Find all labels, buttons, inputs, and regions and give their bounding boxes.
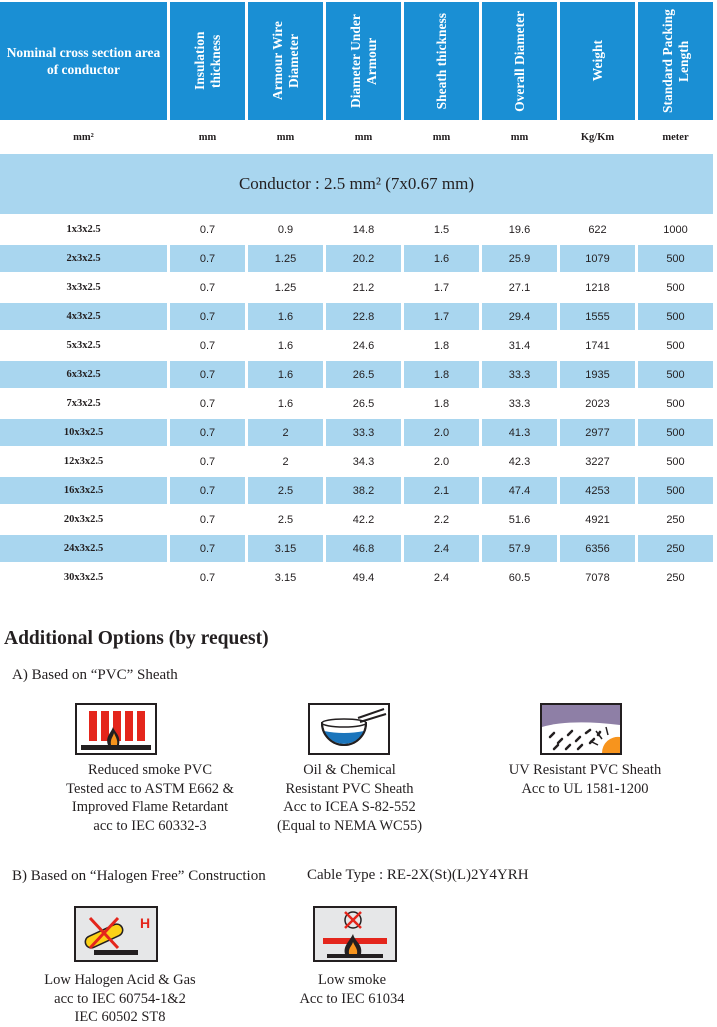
unit-cell: meter <box>638 122 713 152</box>
unit-cell: mm <box>248 122 323 152</box>
table-cell: 1.8 <box>433 339 450 352</box>
table-row <box>0 564 713 591</box>
table-cell: 27.1 <box>508 281 531 294</box>
table-cell: 25.9 <box>482 245 557 272</box>
table-cell: 26.5 <box>326 361 401 388</box>
table-row <box>0 390 713 417</box>
table-cell: 21.2 <box>352 281 375 294</box>
table-cell: 0.7 <box>170 477 245 504</box>
option-low-smoke: Low smoke Acc to IEC 61034 <box>299 972 405 1007</box>
table-cell: 2.5 <box>277 513 294 526</box>
table-cell: 500 <box>666 397 685 410</box>
table-cell: 3.15 <box>274 571 297 584</box>
table-cell: 7078 <box>585 571 610 584</box>
table-row <box>0 535 713 562</box>
table-cell: 2.4 <box>404 535 479 562</box>
table-cell: 0.7 <box>170 361 245 388</box>
cable-size-cell: 12x3x2.5 <box>63 456 104 467</box>
header-insulation: Insulation thickness <box>170 2 245 120</box>
option-uv-resistant: UV Resistant PVC Sheath Acc to UL 1581-1200 <box>508 762 662 797</box>
table-cell: 250 <box>638 535 713 562</box>
table-cell: 2023 <box>585 397 610 410</box>
table-cell: 2977 <box>560 419 635 446</box>
table-cell: 24.6 <box>352 339 375 352</box>
unit-cell: mm <box>170 122 245 152</box>
oil-flask-icon <box>308 703 390 755</box>
cable-size-cell: 4x3x2.5 <box>0 303 167 330</box>
header-cross-section: Nominal cross section area of conductor <box>0 2 167 120</box>
table-cell: 2.1 <box>404 477 479 504</box>
table-cell: 1.6 <box>404 245 479 272</box>
table-cell: 26.5 <box>352 397 375 410</box>
halogen-free-heading: B) Based on “Halogen Free” Construction <box>12 868 266 884</box>
table-cell: 14.8 <box>352 223 375 236</box>
table-row <box>0 506 713 533</box>
table-cell: 0.9 <box>277 223 294 236</box>
cable-size-cell: 6x3x2.5 <box>0 361 167 388</box>
table-cell: 250 <box>666 571 685 584</box>
table-cell: 38.2 <box>326 477 401 504</box>
header-packing-length: Standard Packing Length <box>638 2 713 120</box>
cable-size-cell: 2x3x2.5 <box>0 245 167 272</box>
table-cell: 22.8 <box>326 303 401 330</box>
table-row <box>0 245 713 272</box>
table-cell: 19.6 <box>508 223 531 236</box>
table-cell: 250 <box>666 513 685 526</box>
cable-size-cell: 16x3x2.5 <box>0 477 167 504</box>
unit-cell: mm <box>326 122 401 152</box>
table-cell: 500 <box>638 419 713 446</box>
table-cell: 1741 <box>585 339 610 352</box>
table-cell: 3227 <box>585 455 610 468</box>
conductor-label: Conductor : 2.5 mm² (7x0.67 mm) <box>0 154 713 214</box>
table-cell: 47.4 <box>482 477 557 504</box>
cable-size-cell: 3x3x2.5 <box>66 282 101 293</box>
table-cell: 2.0 <box>404 419 479 446</box>
table-cell: 500 <box>666 281 685 294</box>
table-cell: 1.25 <box>248 245 323 272</box>
table-cell: 500 <box>666 339 685 352</box>
table-cell: 1.7 <box>433 281 450 294</box>
header-row <box>0 2 713 120</box>
table-cell: 6356 <box>560 535 635 562</box>
table-cell: 57.9 <box>482 535 557 562</box>
table-cell: 4253 <box>560 477 635 504</box>
cable-size-cell: 1x3x2.5 <box>66 224 101 235</box>
unit-cell: mm <box>404 122 479 152</box>
table-cell: 1.6 <box>277 397 294 410</box>
table-cell: 500 <box>638 303 713 330</box>
table-cell: 0.7 <box>199 513 216 526</box>
halogen-h-letter: H <box>140 915 151 931</box>
table-cell: 1218 <box>585 281 610 294</box>
table-cell: 2 <box>282 455 289 468</box>
table-cell: 1.6 <box>248 361 323 388</box>
table-cell: 0.7 <box>199 397 216 410</box>
cable-size-cell: 24x3x2.5 <box>0 535 167 562</box>
table-cell: 0.7 <box>170 419 245 446</box>
table-cell: 1.5 <box>433 223 450 236</box>
table-row <box>0 274 713 301</box>
table-cell: 60.5 <box>508 571 531 584</box>
table-cell: 622 <box>588 223 607 236</box>
table-cell: 1.25 <box>274 281 297 294</box>
table-cell: 0.7 <box>199 339 216 352</box>
table-cell: 46.8 <box>326 535 401 562</box>
additional-options-title: Additional Options (by request) <box>4 628 269 649</box>
table-row <box>0 216 713 243</box>
header-armour-wire: Armour Wire Diameter <box>248 2 323 120</box>
table-cell: 1.6 <box>277 339 294 352</box>
table-row <box>0 448 713 475</box>
cable-size-cell: 7x3x2.5 <box>66 398 101 409</box>
table-cell: 31.4 <box>508 339 531 352</box>
table-cell: 3.15 <box>248 535 323 562</box>
table-cell: 0.7 <box>199 223 216 236</box>
table-cell: 29.4 <box>482 303 557 330</box>
halogen-acid-icon <box>74 906 158 962</box>
table-cell: 2.0 <box>433 455 450 468</box>
option-oil-chemical: Oil & Chemical Resistant PVC Sheath Acc to ICEA S-82-552 (Equal to NEMA WC55) <box>276 762 423 834</box>
table-row <box>0 419 713 446</box>
table-row <box>0 477 713 504</box>
cable-type-label: Cable Type : RE-2X(St)(L)2Y4YRH <box>307 867 529 883</box>
table-cell: 0.7 <box>170 303 245 330</box>
table-cell: 500 <box>638 361 713 388</box>
table-cell: 42.2 <box>352 513 375 526</box>
cable-size-cell: 20x3x2.5 <box>63 514 104 525</box>
table-cell: 4921 <box>585 513 610 526</box>
table-cell: 41.3 <box>482 419 557 446</box>
table-row <box>0 361 713 388</box>
table-cell: 49.4 <box>352 571 375 584</box>
table-cell: 1079 <box>560 245 635 272</box>
table-cell: 0.7 <box>199 571 216 584</box>
unit-cell: mm² <box>0 122 167 152</box>
sun-rays-icon <box>540 703 622 755</box>
table-cell: 500 <box>666 455 685 468</box>
low-smoke-icon <box>313 906 397 962</box>
table-cell: 42.3 <box>508 455 531 468</box>
option-low-halogen: Low Halogen Acid & Gas acc to IEC 60754-1&2 IEC 60502 ST8 <box>44 972 196 1025</box>
flame-bars-icon <box>75 703 157 755</box>
table-cell: 1.8 <box>404 361 479 388</box>
table-row <box>0 332 713 359</box>
table-cell: 1935 <box>560 361 635 388</box>
option-reduced-smoke: Reduced smoke PVC Tested acc to ASTM E662 & Improved Flame Retardant acc to IEC 60332-3 <box>66 762 234 834</box>
table-cell: 0.7 <box>199 455 216 468</box>
table-cell: 2 <box>248 419 323 446</box>
table-cell: 1555 <box>560 303 635 330</box>
table-cell: 34.3 <box>352 455 375 468</box>
table-cell: 1.6 <box>248 303 323 330</box>
table-cell: 1.7 <box>404 303 479 330</box>
table-cell: 33.3 <box>482 361 557 388</box>
pvc-heading: A) Based on “PVC” Sheath <box>12 667 178 683</box>
header-overall-diameter: Overall Diameter <box>482 2 557 120</box>
units-row <box>0 122 713 152</box>
table-cell: 1.8 <box>433 397 450 410</box>
header-sheath: Sheath thickness <box>404 2 479 120</box>
cable-size-cell: 30x3x2.5 <box>63 572 104 583</box>
table-cell: 51.6 <box>508 513 531 526</box>
table-cell: 2.4 <box>433 571 450 584</box>
unit-cell: Kg/Km <box>560 122 635 152</box>
unit-cell: mm <box>482 122 557 152</box>
table-cell: 0.7 <box>170 535 245 562</box>
table-cell: 500 <box>638 477 713 504</box>
cable-size-cell: 5x3x2.5 <box>66 340 101 351</box>
table-cell: 2.2 <box>433 513 450 526</box>
table-cell: 0.7 <box>199 281 216 294</box>
conductor-row <box>0 154 713 214</box>
table-cell: 33.3 <box>326 419 401 446</box>
table-cell: 20.2 <box>326 245 401 272</box>
table-row <box>0 303 713 330</box>
table-cell: 500 <box>638 245 713 272</box>
header-weight: Weight <box>560 2 635 120</box>
table-cell: 0.7 <box>170 245 245 272</box>
header-diameter-under-armour: Diameter Under Armour <box>326 2 401 120</box>
table-cell: 33.3 <box>508 397 531 410</box>
cable-size-cell: 10x3x2.5 <box>0 419 167 446</box>
table-cell: 1000 <box>663 223 688 236</box>
table-cell: 2.5 <box>248 477 323 504</box>
